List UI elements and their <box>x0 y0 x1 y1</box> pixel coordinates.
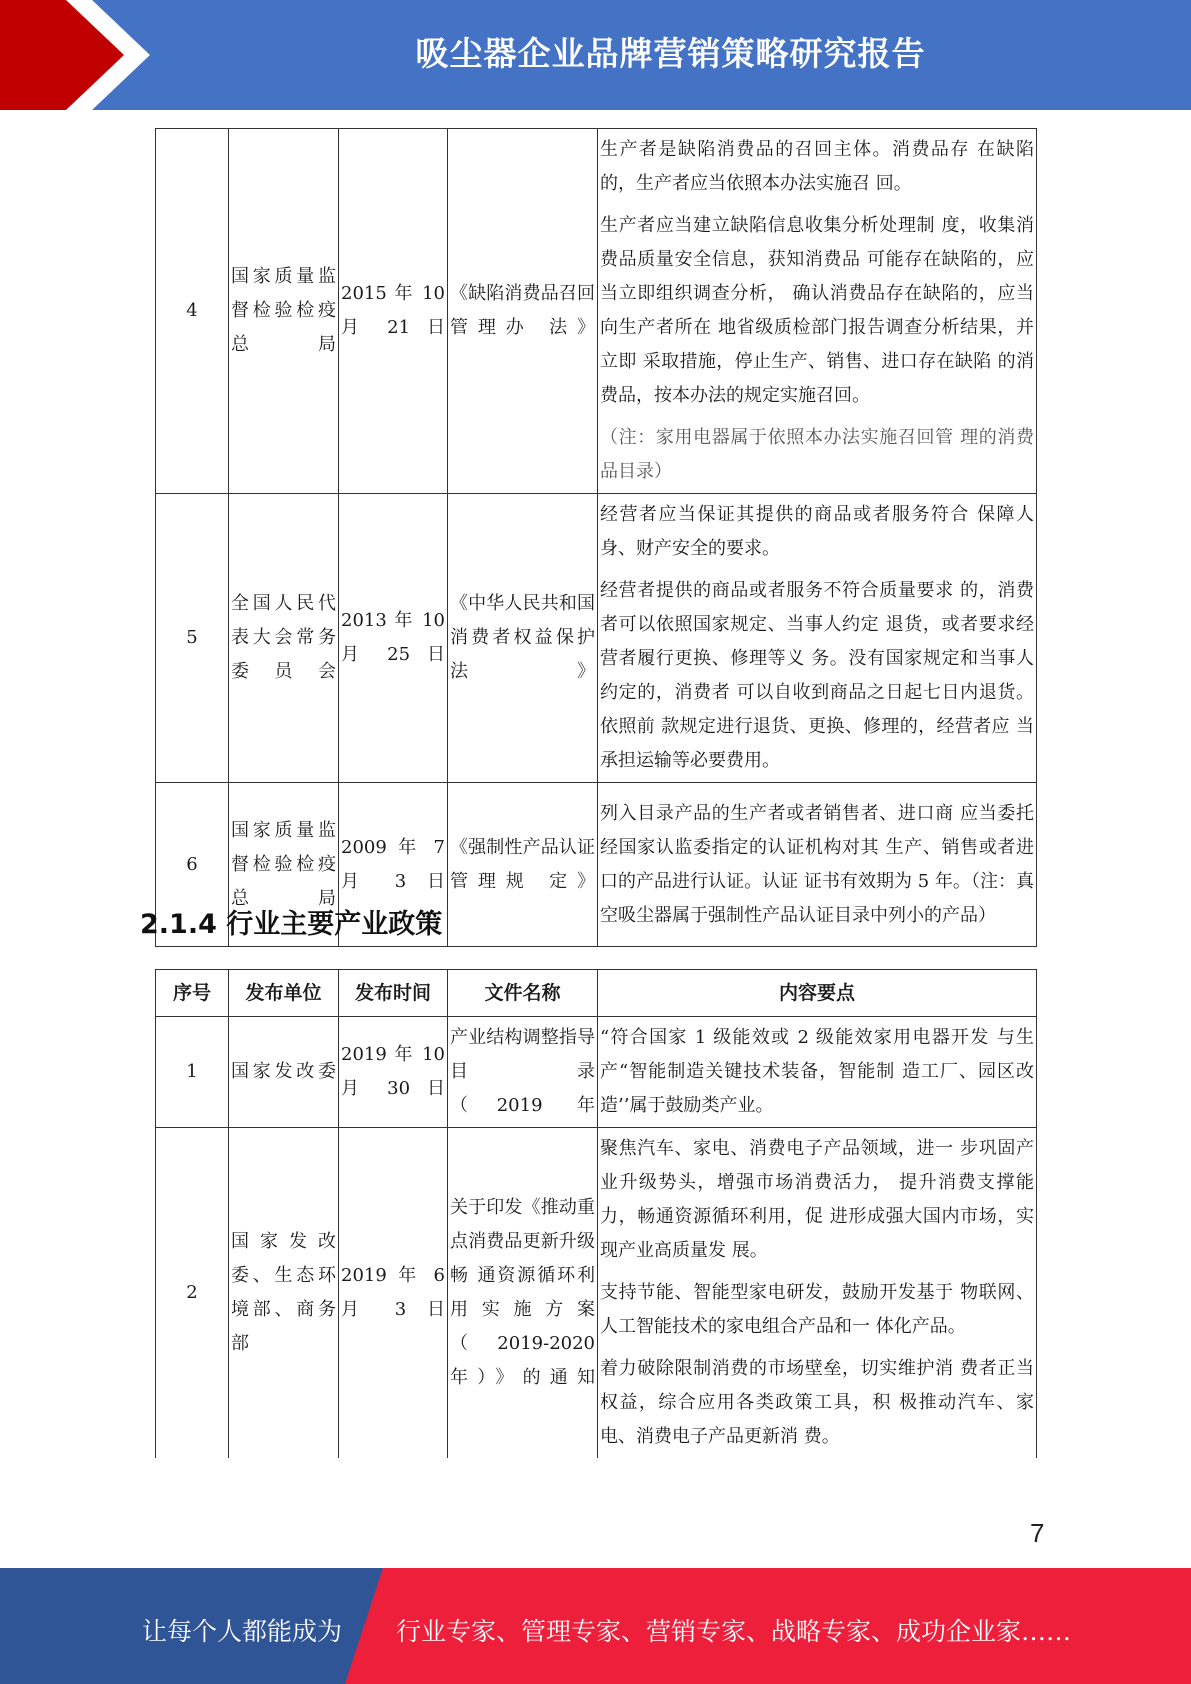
row-number: 6 <box>156 783 229 947</box>
document-name-line: （2019 年 <box>450 1095 595 1116</box>
table-row <box>156 1128 1037 1459</box>
table-row <box>156 494 1037 783</box>
issuing-unit: 国家质量监督检验检疫总局 <box>229 783 339 947</box>
document-name-line: （ 2019-2020 年）》的通知 <box>450 1333 595 1388</box>
page-footer <box>0 1568 1191 1684</box>
issue-date: 2019 年 6 月 3 日 <box>339 1128 448 1459</box>
report-title: 吸尘器企业品牌营销策略研究报告 <box>415 34 926 73</box>
content-paragraph: 经营者提供的商品或者服务不符合质量要求 的，消费者可以依照国家规定、当事人约定 退货，或者要求经营者履行更换、修理等义 务。没有国家规定和当事人约定的，消费者 可以自收到商品之日起七日内退货。依照前 款规定进行退货、更换、修理的，经营者应 当承担运输等必要费用。 <box>600 580 1034 771</box>
footer-slogan-left: 让每个人都能成为 <box>142 1617 343 1646</box>
document-name: 《缺陷消费品召回管理办 法》 <box>448 129 598 494</box>
content-paragraph: 列入目录产品的生产者或者销售者、进口商 应当委托经国家认监委指定的认证机构对其 生产、销售或者进口的产品进行认证。认证 证书有效期为 5 年。（注：真空吸尘器属于强制性产品认证目录中列小的产品） <box>600 802 1034 926</box>
issue-date: 2015 年 10 月 21 日 <box>339 129 448 494</box>
content-points <box>598 129 1037 494</box>
document-name <box>448 1017 598 1128</box>
document-name-line: 产业结构调整指导目录 <box>450 1027 595 1082</box>
content-paragraph: “符合国家 1 级能效或 2 级能效家用电器开发 与生产“智能制造关键技术装备，智能制 造工厂、园区改造’’属于鼓励类产业。 <box>600 1027 1034 1116</box>
issuing-unit: 国家发改委 <box>229 1017 339 1128</box>
row-number: 4 <box>156 129 229 494</box>
row-number: 1 <box>156 1017 229 1128</box>
issue-date: 2009 年 7 月 3 日 <box>339 783 448 947</box>
issue-date: 2019 年 10 月 30 日 <box>339 1017 448 1128</box>
content-note: （注：家用电器属于依照本办法实施召回管 理的消费品目录） <box>600 427 1034 482</box>
issue-date: 2013 年 10 月 25 日 <box>339 494 448 783</box>
footer-slogan-right: 行业专家、管理专家、营销专家、战略专家、成功企业家…… <box>396 1617 1072 1646</box>
industry-policy-table <box>155 969 1037 1458</box>
table-header-row <box>156 970 1037 1017</box>
regulations-table-continued <box>155 128 1037 947</box>
content-paragraph: 支持节能、智能型家电研发，鼓励开发基于 物联网、人工智能技术的家电组合产品和一 体化产品。 <box>600 1282 1034 1337</box>
issuing-unit: 国家发改委、生态环境部、商务部 <box>229 1128 339 1459</box>
row-number: 5 <box>156 494 229 783</box>
page-number: 7 <box>1030 1518 1045 1548</box>
document-name: 《强制性产品认证管理规 定》 <box>448 783 598 947</box>
row-number: 2 <box>156 1128 229 1459</box>
column-header: 内容要点 <box>598 970 1037 1017</box>
content-points <box>598 494 1037 783</box>
section-heading: 2.1.4 行业主要产业政策 <box>140 909 443 940</box>
issuing-unit: 全国人民代表大会常务委员会 <box>229 494 339 783</box>
table-row <box>156 129 1037 494</box>
issuing-unit: 国家质量监督检验检疫总局 <box>229 129 339 494</box>
document-name: 《中华人民共和国消费者权益保护法》 <box>448 494 598 783</box>
column-header: 序号 <box>156 970 229 1017</box>
content-paragraph: 着力破除限制消费的市场壁垒，切实维护消 费者正当权益，综合应用各类政策工具，积 极推动汽车、家电、消费电子产品更新消 费。 <box>600 1358 1034 1447</box>
document-name <box>448 1128 598 1459</box>
document-name-line: 关于印发《推动重点消费品更新升级畅 通资源循环利 用实施方案 <box>450 1197 595 1320</box>
content-paragraph: 经营者应当保证其提供的商品或者服务符合 保障人身、财产安全的要求。 <box>600 504 1034 559</box>
content-points <box>598 1017 1037 1128</box>
table-row <box>156 1017 1037 1128</box>
column-header: 发布时间 <box>339 970 448 1017</box>
content-paragraph: 生产者应当建立缺陷信息收集分析处理制 度，收集消费品质量安全信息，获知消费品 可能存在缺陷的，应当立即组织调查分析， 确认消费品存在缺陷的，应当向生产者所在 地省级质检部门报告调查分析结果，并立即 采取措施，停止生产、销售、进口存在缺陷 的消费品，按本办法的规定实施召回。 <box>600 215 1034 406</box>
page-header <box>0 0 1191 110</box>
content-paragraph: 聚焦汽车、家电、消费电子产品领域，进一 步巩固产业升级势头，增强市场消费活力， 提升消费支撑能力，畅通资源循环利用，促 进形成强大国内市场，实现产业高质量发 展。 <box>600 1138 1034 1261</box>
column-header: 文件名称 <box>448 970 598 1017</box>
content-paragraph: 生产者是缺陷消费品的召回主体。消费品存 在缺陷的，生产者应当依照本办法实施召 回。 <box>600 139 1034 194</box>
content-points <box>598 783 1037 947</box>
content-points <box>598 1128 1037 1459</box>
column-header: 发布单位 <box>229 970 339 1017</box>
